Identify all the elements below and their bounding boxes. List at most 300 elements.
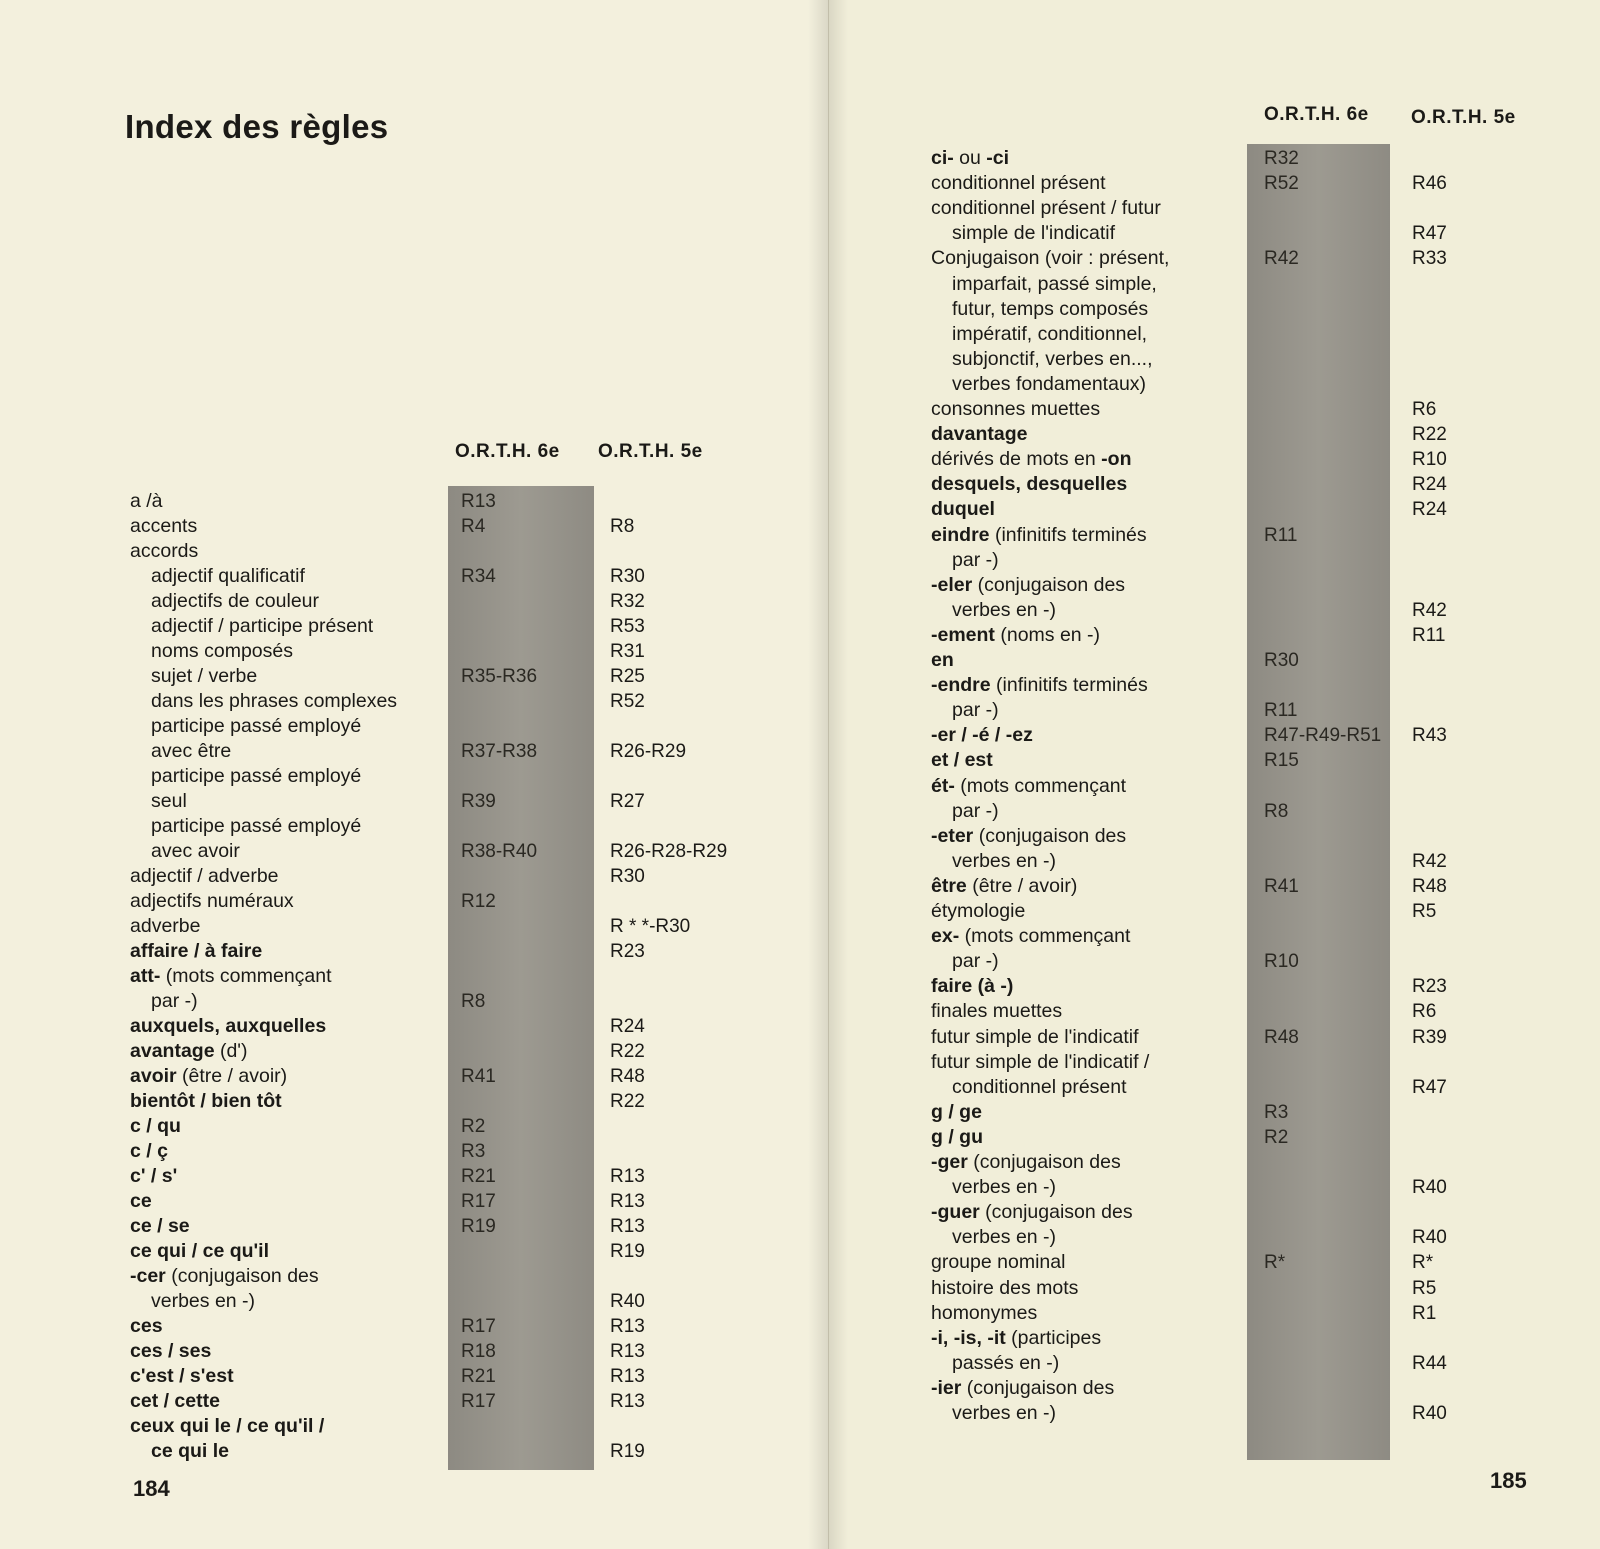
index-term-part: verbes en -): [151, 1290, 256, 1312]
index-term-part: imparfait, passé simple,: [952, 272, 1157, 295]
index-term-part: verbes en -): [952, 849, 1057, 872]
index-term-part: -ement: [931, 623, 995, 646]
index-row: [0, 1339, 828, 1364]
index-row: [0, 814, 828, 839]
index-row: [829, 598, 1600, 623]
index-term-part: futur simple de l'indicatif: [931, 1025, 1139, 1048]
index-term-part: subjonctif, verbes en...,: [952, 347, 1153, 370]
index-term: [130, 964, 332, 989]
col-header-5e: O.R.T.H. 5e: [598, 441, 703, 462]
index-term: [931, 372, 1146, 397]
index-row: [0, 1089, 828, 1114]
index-term-part: c' / s': [130, 1165, 178, 1187]
rule-ref-5e: R40: [610, 1291, 645, 1312]
index-term-part: -ci: [986, 147, 1010, 169]
index-term-part: g / ge: [931, 1100, 982, 1123]
rule-ref-5e: R44: [1412, 1352, 1447, 1374]
index-term-part: par -): [952, 799, 999, 822]
index-term: [130, 989, 198, 1014]
index-row: [829, 1225, 1600, 1250]
index-term-part: -endre: [931, 674, 991, 697]
index-term: [130, 1439, 229, 1464]
index-term: [931, 623, 1100, 648]
index-row: [829, 221, 1600, 246]
index-term: [931, 523, 1147, 548]
rule-ref-6e: R*: [1264, 1252, 1286, 1274]
rule-ref-5e: R19: [610, 1441, 645, 1462]
rule-ref-5e: R13: [610, 1391, 645, 1412]
index-row: [829, 673, 1600, 698]
rule-ref-5e: R19: [610, 1241, 645, 1262]
index-term-part: -on: [1101, 448, 1132, 471]
index-term-part: (conjugaison des: [165, 1265, 319, 1287]
index-row: [829, 698, 1600, 723]
rule-ref-6e: R41: [461, 1066, 496, 1087]
index-term-part: groupe nominal: [931, 1251, 1066, 1274]
index-term: [130, 1389, 220, 1414]
rule-ref-5e: R27: [610, 791, 645, 812]
index-row: [829, 347, 1600, 372]
index-row: [0, 789, 828, 814]
index-term: [130, 1164, 177, 1189]
index-term: [931, 422, 1027, 447]
index-term-part: simple de l'indicatif: [952, 222, 1116, 245]
index-row: [829, 974, 1600, 999]
rule-ref-5e: R13: [610, 1341, 645, 1362]
rule-ref-5e: R24: [1412, 474, 1447, 496]
index-term-part: -ier: [931, 1376, 962, 1399]
index-term-part: verbes en -): [952, 1402, 1057, 1424]
index-term: [130, 1014, 326, 1039]
index-row: [0, 1289, 828, 1314]
index-term: [931, 723, 1033, 748]
index-term: [130, 764, 361, 789]
index-term: [130, 1264, 319, 1289]
index-term-part: a /à: [130, 490, 163, 512]
index-term-part: accents: [130, 515, 198, 537]
index-term-part: conditionnel présent / futur: [931, 197, 1161, 220]
index-term: [931, 949, 999, 974]
index-row: [829, 548, 1600, 573]
index-row: [829, 949, 1600, 974]
index-term: [931, 1125, 983, 1150]
index-term-part: avoir: [130, 1065, 177, 1087]
rule-ref-5e: R11: [1412, 624, 1446, 646]
index-row: [829, 146, 1600, 171]
index-row: [829, 999, 1600, 1024]
index-row: [0, 689, 828, 714]
index-row: [829, 322, 1600, 347]
rule-ref-6e: R3: [461, 1141, 486, 1162]
index-row: [0, 1439, 828, 1464]
index-term: [931, 849, 1056, 874]
rule-ref-5e: R8: [610, 516, 635, 537]
index-term: [931, 1326, 1101, 1351]
index-term-part: dérivés de mots en: [931, 448, 1102, 471]
index-row: [0, 1064, 828, 1089]
rule-ref-5e: R40: [1412, 1227, 1447, 1249]
rule-ref-6e: R8: [1264, 800, 1289, 822]
index-term: [931, 246, 1169, 271]
index-term-part: être: [931, 874, 967, 897]
index-row: [829, 497, 1600, 522]
index-row: [829, 397, 1600, 422]
index-row: [0, 1414, 828, 1439]
index-row: [0, 1214, 828, 1239]
index-row: [0, 564, 828, 589]
rule-ref-5e: R13: [610, 1366, 645, 1387]
index-term-part: futur, temps composés: [952, 297, 1149, 320]
index-term: [130, 539, 198, 564]
rule-ref-6e: R17: [461, 1191, 496, 1212]
index-term-part: verbes fondamentaux): [952, 372, 1147, 395]
index-term-part: par -): [151, 990, 198, 1012]
index-term-part: ces: [130, 1315, 163, 1337]
index-term: [931, 272, 1157, 297]
index-term: [130, 689, 397, 714]
rule-ref-6e: R11: [1264, 700, 1298, 722]
index-row: [0, 1239, 828, 1264]
index-row: [0, 614, 828, 639]
rule-ref-5e: R32: [610, 591, 645, 612]
index-term-part: ce: [130, 1190, 152, 1212]
index-term: [931, 573, 1125, 598]
rule-ref-6e: R15: [1264, 750, 1299, 772]
rule-ref-5e: R46: [1412, 173, 1447, 195]
index-term-part: ce / se: [130, 1215, 190, 1237]
index-row: [829, 1376, 1600, 1401]
index-term: [931, 196, 1161, 221]
index-term: [931, 924, 1130, 949]
index-row: [829, 1351, 1600, 1376]
index-row: [0, 539, 828, 564]
index-term: [931, 1351, 1059, 1376]
index-row: [829, 623, 1600, 648]
index-term: [931, 899, 1025, 924]
index-term: [931, 874, 1077, 899]
index-term-part: -eler: [931, 573, 973, 596]
index-row: [829, 1250, 1600, 1275]
rule-ref-6e: R37-R38: [461, 741, 538, 762]
index-row: [829, 196, 1600, 221]
rule-ref-5e: R6: [1412, 399, 1437, 420]
index-term-part: accords: [130, 540, 199, 562]
index-term-part: (conjugaison des: [967, 1151, 1121, 1173]
index-term-part: -ger: [931, 1151, 968, 1173]
rule-ref-6e: R13: [461, 491, 496, 512]
index-row: [0, 639, 828, 664]
index-row: [0, 889, 828, 914]
index-term: [931, 1100, 982, 1125]
index-term: [130, 1089, 282, 1114]
index-term: [931, 1401, 1056, 1426]
rule-ref-5e: R26-R29: [610, 741, 687, 762]
rule-ref-5e: R42: [1412, 599, 1447, 621]
index-row: [829, 648, 1600, 673]
index-row: [829, 1175, 1600, 1200]
index-row: [0, 864, 828, 889]
rule-ref-5e: R39: [1412, 1026, 1447, 1048]
index-term-part: eindre: [931, 523, 990, 546]
index-term: [931, 1200, 1133, 1225]
index-row: [829, 874, 1600, 899]
rule-ref-5e: R6: [1412, 1001, 1437, 1023]
index-term-part: adjectif / adverbe: [130, 865, 279, 887]
rule-ref-5e: R10: [1412, 449, 1447, 471]
index-term-part: (conjugaison des: [973, 824, 1127, 847]
index-term-part: -i, -is, -it: [931, 1326, 1006, 1349]
index-term-part: adjectif / participe présent: [151, 615, 374, 637]
index-row: [0, 1314, 828, 1339]
rule-ref-6e: R38-R40: [461, 841, 538, 862]
index-term-part: impératif, conditionnel,: [952, 322, 1148, 345]
rule-ref-6e: R47-R49-R51: [1264, 725, 1382, 747]
page-number: 185: [1490, 1468, 1527, 1493]
index-row: [0, 1264, 828, 1289]
index-term: [130, 514, 197, 539]
rule-ref-5e: R*: [1412, 1252, 1434, 1274]
index-term: [931, 397, 1100, 422]
index-term-part: c / qu: [130, 1115, 181, 1137]
index-term-part: adverbe: [130, 915, 201, 937]
index-term-part: Conjugaison (voir : présent,: [931, 247, 1170, 270]
col-header-5e: O.R.T.H. 5e: [1411, 107, 1516, 128]
rule-ref-5e: R23: [610, 941, 645, 962]
index-term: [931, 1175, 1056, 1200]
index-term: [931, 472, 1127, 497]
rule-ref-5e: R24: [610, 1016, 645, 1037]
index-term: [931, 673, 1148, 698]
index-term: [931, 1376, 1114, 1401]
rule-ref-5e: R52: [610, 691, 645, 712]
index-term: [931, 648, 954, 673]
index-row: [0, 1389, 828, 1414]
index-row: [829, 1125, 1600, 1150]
index-term-part: (être / avoir): [176, 1065, 288, 1087]
index-row: [0, 1114, 828, 1139]
rule-ref-6e: R39: [461, 791, 496, 812]
index-row: [829, 246, 1600, 271]
index-row: [829, 1276, 1600, 1301]
index-row: [829, 824, 1600, 849]
index-term-part: histoire des mots: [931, 1276, 1079, 1299]
index-term: [130, 864, 279, 889]
index-term-part: finales muettes: [931, 1000, 1063, 1023]
index-term-part: étymologie: [931, 900, 1026, 922]
index-row: [829, 1050, 1600, 1075]
index-term-part: dans les phrases complexes: [151, 690, 398, 712]
index-term: [931, 297, 1148, 322]
index-term-part: (mots commençant: [954, 774, 1127, 797]
index-term: [130, 1289, 255, 1314]
index-row: [829, 1025, 1600, 1050]
index-row: [829, 523, 1600, 548]
index-row: [829, 1075, 1600, 1100]
rule-ref-5e: R30: [610, 866, 645, 887]
index-term-part: desquels, desquelles: [931, 473, 1128, 496]
index-term: [130, 1139, 168, 1164]
index-term: [130, 839, 240, 864]
index-term-part: noms composés: [151, 640, 293, 662]
index-term-part: affaire / à faire: [130, 940, 263, 962]
index-term-part: adjectifs de couleur: [151, 590, 320, 612]
index-term-part: c'est / s'est: [130, 1365, 234, 1387]
rule-ref-5e: R13: [610, 1216, 645, 1237]
index-row: [829, 297, 1600, 322]
index-term-part: ci-: [931, 147, 954, 169]
index-term-part: consonnes muettes: [931, 398, 1101, 420]
index-row: [829, 748, 1600, 773]
index-row: [829, 1100, 1600, 1125]
index-row: [0, 1039, 828, 1064]
rule-ref-5e: R47: [1412, 1076, 1447, 1098]
index-term: [130, 1239, 269, 1264]
page-number: 184: [133, 1476, 170, 1501]
index-term-part: (conjugaison des: [972, 573, 1126, 596]
index-term: [130, 914, 200, 939]
index-term-part: faire (à -): [931, 975, 1014, 998]
col-header-6e: O.R.T.H. 6e: [1264, 104, 1369, 125]
index-term: [130, 1414, 324, 1439]
index-term-part: et / est: [931, 749, 993, 772]
index-term-part: avec être: [151, 740, 232, 762]
index-term: [130, 1364, 234, 1389]
index-term: [931, 322, 1147, 347]
index-term: [931, 698, 999, 723]
index-term-part: duquel: [931, 498, 995, 521]
rule-ref-5e: R5: [1412, 1277, 1437, 1299]
rule-ref-6e: R11: [1264, 524, 1298, 546]
index-term: [931, 799, 999, 824]
index-row: [829, 924, 1600, 949]
index-term: [931, 824, 1126, 849]
index-term-part: -er / -é / -ez: [931, 724, 1033, 747]
rule-ref-5e: R26-R28-R29: [610, 841, 728, 862]
index-row: [829, 1326, 1600, 1351]
index-term: [931, 347, 1153, 372]
index-term: [130, 614, 373, 639]
index-term-part: (noms en -): [994, 623, 1101, 646]
rule-ref-5e: R42: [1412, 850, 1447, 872]
index-term-part: par -): [952, 699, 999, 722]
index-term-part: participe passé employé: [151, 815, 362, 837]
rule-ref-5e: R48: [610, 1066, 645, 1087]
rule-ref-5e: R13: [610, 1166, 645, 1187]
index-row: [0, 939, 828, 964]
rule-ref-5e: R22: [610, 1091, 645, 1112]
rule-ref-5e: R48: [1412, 875, 1447, 897]
index-term-part: ce qui le: [151, 1440, 230, 1462]
index-row: [0, 1364, 828, 1389]
rule-ref-6e: R10: [1264, 951, 1299, 973]
rule-ref-5e: R23: [1412, 976, 1447, 998]
index-row: [829, 799, 1600, 824]
index-row: [0, 1014, 828, 1039]
index-term-part: verbes en -): [952, 598, 1057, 621]
rule-ref-6e: R21: [461, 1166, 496, 1187]
index-term: [130, 1064, 287, 1089]
rule-ref-6e: R48: [1264, 1026, 1299, 1048]
index-term-part: (être / avoir): [966, 874, 1078, 897]
index-term-part: verbes en -): [952, 1176, 1057, 1199]
index-term-part: (participes: [1005, 1326, 1102, 1349]
rule-ref-5e: R53: [610, 616, 645, 637]
index-row: [829, 1150, 1600, 1175]
rule-ref-5e: R40: [1412, 1403, 1447, 1424]
index-row: [829, 372, 1600, 397]
index-term: [931, 598, 1056, 623]
index-term-part: auxquels, auxquelles: [130, 1015, 327, 1037]
index-term: [931, 999, 1062, 1024]
rule-ref-5e: R1: [1412, 1302, 1437, 1324]
rule-ref-5e: R22: [1412, 424, 1447, 446]
index-term-part: (infinitifs terminés: [989, 523, 1147, 546]
rule-ref-6e: R2: [1264, 1126, 1289, 1148]
index-term-part: c / ç: [130, 1140, 168, 1162]
index-row: [0, 964, 828, 989]
index-row: [0, 714, 828, 739]
rule-ref-5e: R31: [610, 641, 645, 662]
rule-ref-5e: R13: [610, 1191, 645, 1212]
rule-ref-5e: R13: [610, 1316, 645, 1337]
rule-ref-6e: R17: [461, 1316, 496, 1337]
rule-ref-5e: R30: [610, 566, 645, 587]
index-term: [931, 1150, 1121, 1175]
rule-ref-6e: R19: [461, 1216, 496, 1237]
index-term-part: ce qui / ce qu'il: [130, 1240, 270, 1262]
index-term-part: homonymes: [931, 1301, 1038, 1324]
index-row: [0, 739, 828, 764]
rule-ref-6e: R52: [1264, 173, 1299, 195]
index-row: [829, 422, 1600, 447]
rule-ref-5e: R5: [1412, 901, 1437, 922]
index-term-part: seul: [151, 790, 187, 812]
index-term-part: futur simple de l'indicatif /: [931, 1050, 1150, 1073]
index-row: [829, 723, 1600, 748]
index-term: [931, 548, 999, 573]
index-row: [0, 989, 828, 1014]
index-term-part: g / gu: [931, 1125, 983, 1148]
index-term: [130, 1339, 211, 1364]
index-term: [130, 814, 361, 839]
index-term-part: davantage: [931, 423, 1028, 446]
rule-ref-5e: R43: [1412, 725, 1447, 747]
index-term: [130, 489, 163, 514]
index-row: [0, 589, 828, 614]
index-term: [931, 1301, 1037, 1326]
index-term-part: sujet / verbe: [151, 665, 258, 687]
index-term-part: adjectif qualificatif: [151, 565, 305, 587]
index-term-part: att-: [130, 965, 161, 987]
index-term: [931, 497, 995, 522]
right-page: [829, 0, 1600, 1549]
index-row: [0, 1139, 828, 1164]
rule-ref-6e: R8: [461, 991, 486, 1012]
index-term: [931, 1250, 1065, 1275]
index-term: [130, 789, 187, 814]
index-row: [0, 1189, 828, 1214]
index-term-part: bientôt / bien tôt: [130, 1090, 282, 1112]
index-term-part: conditionnel présent: [931, 172, 1106, 195]
index-row: [829, 272, 1600, 297]
index-term: [130, 1314, 163, 1339]
index-row: [0, 664, 828, 689]
index-term-part: ces / ses: [130, 1340, 212, 1362]
rule-ref-6e: R32: [1264, 148, 1299, 169]
index-term: [931, 1025, 1138, 1050]
rule-ref-6e: R21: [461, 1366, 496, 1387]
index-term-part: avantage: [130, 1040, 215, 1062]
